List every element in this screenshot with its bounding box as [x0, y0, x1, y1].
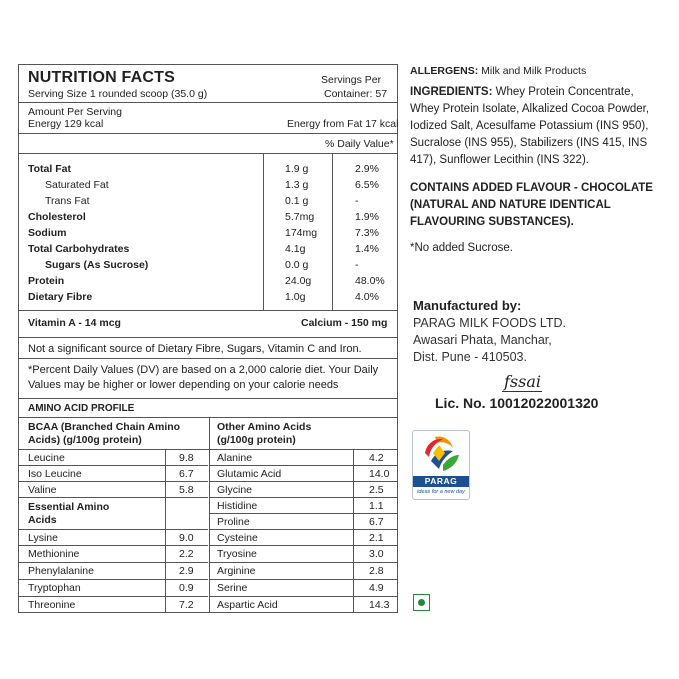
amino-name: Tryptophan — [28, 582, 81, 594]
nutrient-dv: - — [355, 195, 359, 207]
bcaa-header: BCAA (Branched Chain Amino — [28, 421, 181, 433]
amino-name: Methionine — [28, 548, 80, 560]
divider — [209, 579, 397, 580]
calcium: Calcium - 150 mg — [301, 317, 388, 329]
servings-label: Servings Per — [321, 74, 382, 86]
amino-value: 14.0 — [369, 468, 390, 480]
divider — [19, 481, 208, 482]
amino-value: 4.2 — [369, 452, 384, 464]
nutrient-label: Cholesterol — [28, 211, 86, 223]
fssai-logo — [504, 372, 541, 391]
ingredients-label: INGREDIENTS: — [410, 86, 493, 98]
amino-value: 3.0 — [369, 548, 384, 560]
bcaa-header: Acids) (g/100g protein) — [28, 434, 142, 446]
nutrient-label: Trans Fat — [45, 195, 90, 207]
nutrient-amount: 1.3 g — [285, 179, 309, 191]
other-amino-header: (g/100g protein) — [217, 434, 296, 446]
divider — [19, 529, 208, 530]
nutrient-dv: 7.3% — [355, 227, 379, 239]
nutrient-dv: 6.5% — [355, 179, 379, 191]
energy-from-fat: Energy from Fat 17 kcal — [287, 118, 399, 130]
divider — [19, 102, 397, 103]
amino-name: Cysteine — [217, 532, 258, 544]
amino-value: 2.1 — [369, 532, 384, 544]
footnote-line: Values may be higher or lower depending on your calorie needs — [28, 379, 339, 391]
divider — [19, 337, 397, 338]
amino-value: 1.1 — [369, 500, 384, 512]
nutrient-label: Sodium — [28, 227, 67, 239]
amino-profile-title: AMINO ACID PROFILE — [28, 403, 135, 414]
divider — [19, 562, 208, 563]
amino-value: 6.7 — [179, 468, 194, 480]
divider — [209, 481, 397, 482]
grid-line — [263, 153, 264, 310]
no-sucrose-note: *No added Sucrose. — [410, 242, 513, 254]
divider — [19, 358, 397, 359]
amino-name: Aspartic Acid — [217, 599, 278, 611]
grid-line — [165, 449, 166, 613]
flavour-line: (NATURAL AND NATURE IDENTICAL — [410, 199, 611, 211]
manufacturer-line: Awasari Phata, Manchar, — [413, 333, 552, 347]
nutrient-amount: 174mg — [285, 227, 318, 239]
nutrient-dv: 1.4% — [355, 243, 379, 255]
parag-emblem-icon — [413, 431, 469, 477]
amino-name: Phenylalanine — [28, 565, 94, 577]
divider — [19, 596, 208, 597]
parag-brand-name: PARAG — [413, 476, 469, 487]
flavour-statement — [410, 180, 653, 231]
manufacturer-address — [413, 315, 566, 366]
divider — [209, 513, 397, 514]
allergens — [410, 63, 586, 80]
essential-header: Acids — [28, 514, 57, 526]
divider — [19, 398, 397, 399]
nutrient-amount: 1.9 g — [285, 163, 309, 175]
serving-size: Serving Size 1 rounded scoop (35.0 g) — [28, 88, 208, 100]
divider — [19, 465, 208, 466]
divider — [19, 417, 397, 418]
nutrient-amount: 0.1 g — [285, 195, 309, 207]
vitamin-a: Vitamin A - 14 mcg — [28, 317, 121, 329]
nutrition-facts-panel — [18, 64, 398, 613]
divider — [19, 310, 397, 311]
ingredients-line: Whey Protein Concentrate, — [495, 86, 634, 98]
divider — [19, 497, 208, 498]
manufacturer-line: PARAG MILK FOODS LTD. — [413, 316, 567, 330]
nutrient-label: Total Fat — [28, 163, 71, 175]
vegetarian-dot — [418, 599, 425, 606]
divider — [19, 153, 397, 154]
nutrient-dv: 4.0% — [355, 291, 379, 303]
divider — [19, 579, 208, 580]
amino-value: 7.2 — [179, 599, 194, 611]
amino-name: Arginine — [217, 565, 256, 577]
nutrition-title: NUTRITION FACTS — [28, 69, 175, 86]
grid-line — [332, 153, 333, 310]
divider — [209, 465, 397, 466]
manufacturer-line: Dist. Pune - 410503. — [413, 350, 527, 364]
energy: Energy 129 kcal — [28, 118, 104, 130]
divider — [209, 529, 397, 530]
manufactured-by: Manufactured by: — [413, 298, 522, 313]
servings-value: Container: 57 — [324, 88, 388, 100]
nutrient-label: Total Carbohydrates — [28, 243, 130, 255]
ingredients-line: 417), Sunflower Lecithin (INS 322). — [410, 154, 589, 166]
nutrient-amount: 0.0 g — [285, 259, 309, 271]
amino-value: 2.8 — [369, 565, 384, 577]
amino-name: Histidine — [217, 500, 258, 512]
amino-name: Threonine — [28, 599, 76, 611]
amino-name: Serine — [217, 582, 248, 594]
nutrient-amount: 5.7mg — [285, 211, 315, 223]
flavour-line: CONTAINS ADDED FLAVOUR - CHOCOLATE — [410, 182, 653, 194]
allergens-value: Milk and Milk Products — [481, 65, 587, 77]
license-number: Lic. No. 10012022001320 — [435, 395, 599, 411]
divider — [19, 545, 208, 546]
nutrient-label: Sugars (As Sucrose) — [45, 259, 149, 271]
divider — [209, 562, 397, 563]
nutrient-amount: 24.0g — [285, 275, 312, 287]
grid-line — [353, 449, 354, 613]
amino-value: 5.8 — [179, 484, 194, 496]
amino-name: Leucine — [28, 452, 65, 464]
nutrient-label: Protein — [28, 275, 65, 287]
amino-value: 9.8 — [179, 452, 194, 464]
ingredients-line: Iodized Salt, Acesulfame Potassium (INS 950), — [410, 120, 649, 132]
nutrient-dv: 1.9% — [355, 211, 379, 223]
fssai-underline — [502, 391, 542, 392]
flavour-line: FLAVOURING SUBSTANCES). — [410, 216, 574, 228]
divider — [19, 449, 397, 450]
allergens-label: ALLERGENS: — [410, 65, 479, 77]
ingredients — [410, 84, 649, 169]
nutrient-label: Dietary Fibre — [28, 291, 93, 303]
daily-value-header: % Daily Value* — [325, 138, 394, 150]
amino-name: Glycine — [217, 484, 253, 496]
parag-logo — [412, 430, 470, 500]
nutrient-amount: 1.0g — [285, 291, 306, 303]
amino-value: 2.9 — [179, 565, 194, 577]
amino-value: 9.0 — [179, 532, 194, 544]
divider — [19, 133, 397, 134]
not-significant-note: Not a significant source of Dietary Fibre, Sugars, Vitamin C and Iron. — [28, 343, 362, 355]
nutrient-label: Saturated Fat — [45, 179, 109, 191]
nutrient-amount: 4.1g — [285, 243, 306, 255]
ingredients-line: Sucralose (INS 955), Stabilizers (INS 415, INS — [410, 137, 648, 149]
amino-value: 14.3 — [369, 599, 390, 611]
amino-name: Valine — [28, 484, 57, 496]
amino-name: Lysine — [28, 532, 58, 544]
fssai-text: fssai — [504, 372, 541, 391]
amino-value: 0.9 — [179, 582, 194, 594]
amino-value: 4.9 — [369, 582, 384, 594]
amino-value: 2.5 — [369, 484, 384, 496]
amino-name: Tryosine — [217, 548, 257, 560]
amino-value: 6.7 — [369, 516, 384, 528]
amino-value: 2.2 — [179, 548, 194, 560]
amino-name: Alanine — [217, 452, 253, 464]
amino-name: Glutamic Acid — [217, 468, 282, 480]
amino-name: Iso Leucine — [28, 468, 82, 480]
divider — [209, 545, 397, 546]
divider — [209, 596, 397, 597]
essential-header: Essential Amino — [28, 501, 110, 513]
vegetarian-mark-icon — [413, 594, 430, 611]
amount-per-serving: Amount Per Serving — [28, 106, 122, 118]
ingredients-line: Whey Protein Isolate, Alkalized Cocoa Powder, — [410, 103, 650, 115]
grid-line — [209, 417, 210, 613]
amino-name: Proline — [217, 516, 250, 528]
footnote-line: *Percent Daily Values (DV) are based on a 2,000 calorie diet. Your Daily — [28, 364, 379, 376]
divider — [209, 497, 397, 498]
nutrient-dv: - — [355, 259, 359, 271]
parag-tagline: ideas for a new day — [417, 489, 465, 495]
nutrient-dv: 48.0% — [355, 275, 385, 287]
nutrient-dv: 2.9% — [355, 163, 379, 175]
other-amino-header: Other Amino Acids — [217, 421, 312, 433]
